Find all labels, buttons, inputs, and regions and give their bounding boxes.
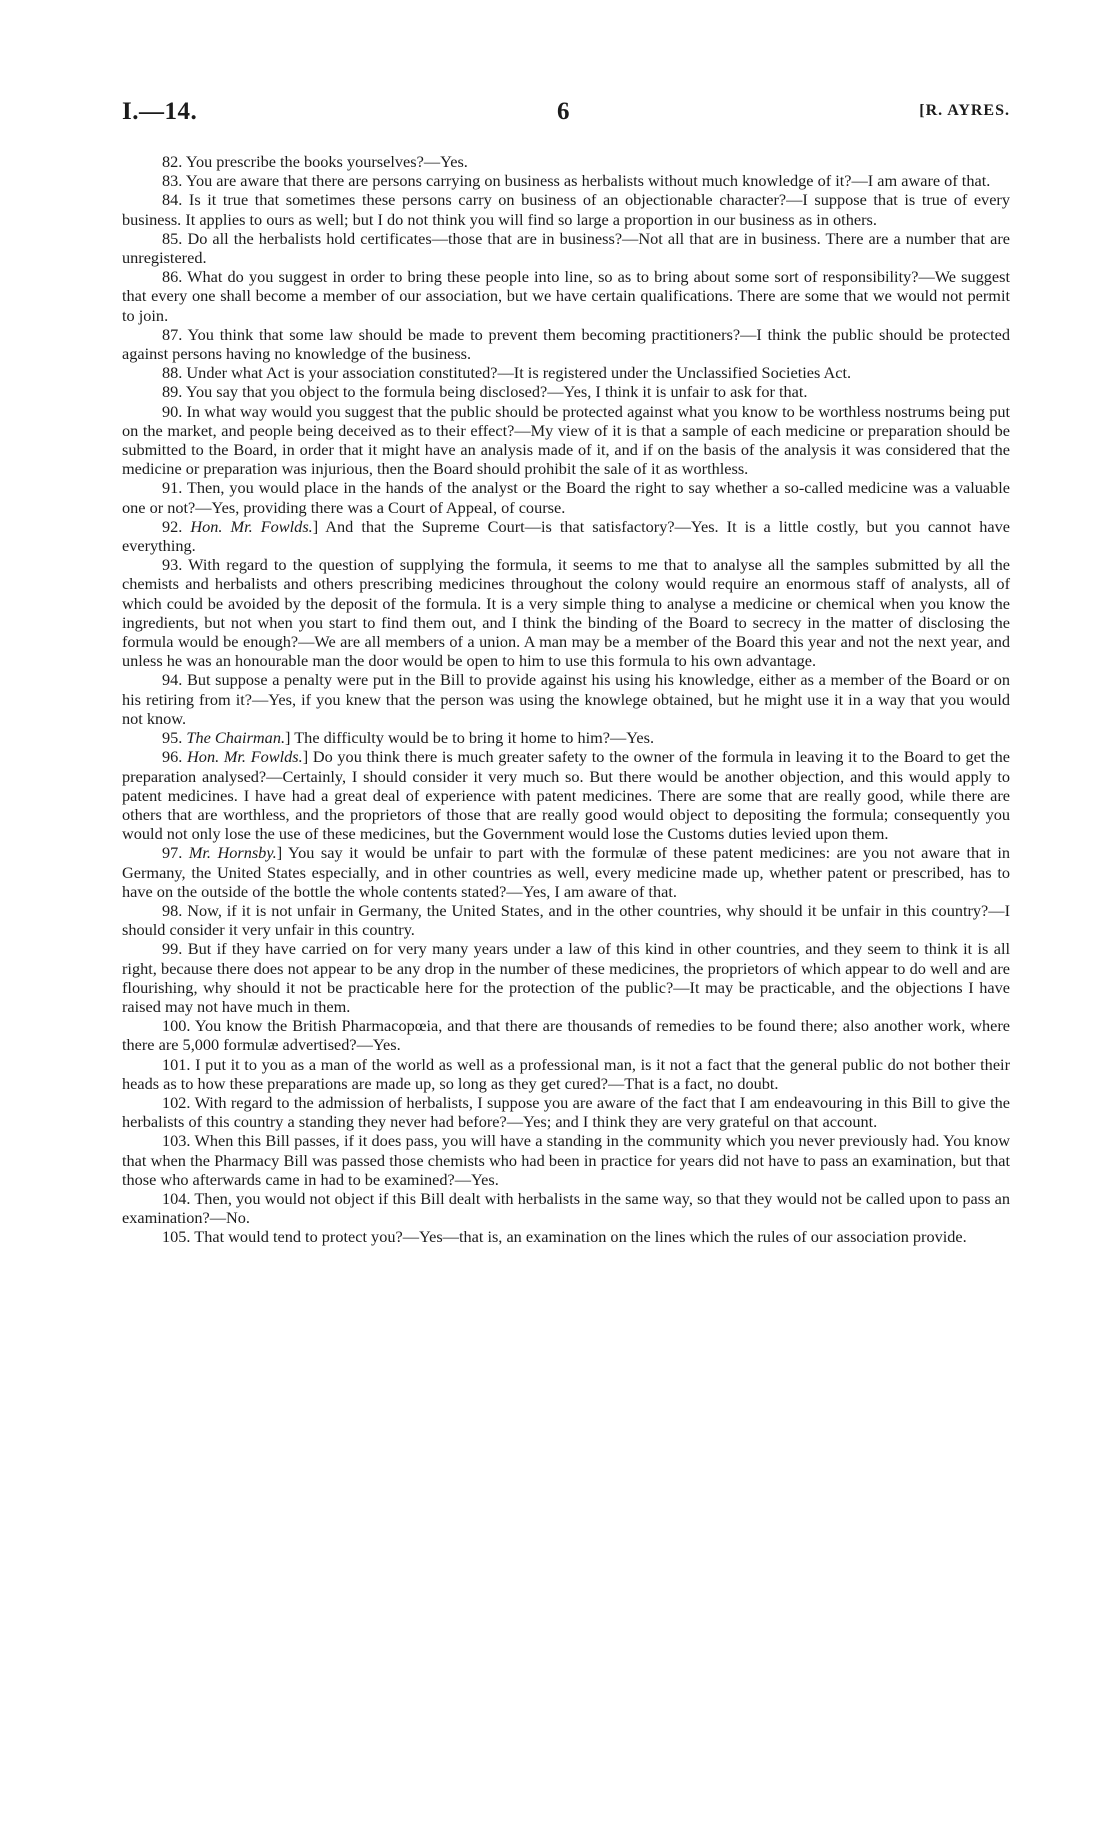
paragraph-text: 98. Now, if it is not unfair in Germany, the United States, and in the other countries, why should it be unfair in this country?—I should consider it very unfair in this country. [122, 900, 1010, 940]
paragraph-text-continued: ] The difficulty would be to bring it home to him?—Yes. [285, 728, 655, 748]
paragraph-text: 82. You prescribe the books yourselves?—Yes. [162, 152, 468, 171]
question-answer-paragraph [122, 229, 1010, 267]
speaker-name: Mr. Hornsby. [188, 843, 277, 863]
question-answer-paragraph [122, 363, 1010, 382]
question-answer-paragraph [122, 478, 1010, 516]
question-answer-paragraph [122, 1093, 1010, 1131]
paragraph-text: 103. When this Bill passes, if it does pass, you will have a standing in the community which you never previously had. You know that when the Pharmacy Bill was passed those chemists who had been in practice for years did not have to pass an examination, but that those who afterwards came in had to be examined?—Yes. [122, 1131, 1010, 1189]
parliamentary-paper-reference: I.—14. [122, 98, 198, 125]
question-answer-paragraph [122, 747, 1010, 843]
speaker-name: Hon. Mr. Fowlds. [190, 516, 313, 536]
question-answer-paragraph [122, 171, 1010, 190]
paragraph-text: 92. [162, 516, 191, 536]
question-answer-paragraph [122, 1131, 1010, 1189]
speaker-name: The Chairman. [186, 728, 286, 748]
question-answer-paragraph [122, 1227, 1010, 1246]
page-header [122, 98, 1010, 138]
paragraph-text: 94. But suppose a penalty were put in the Bill to provide against his using his knowledge, either as a member of the Board or on his retiring from it?—Yes, if you knew that the person was using the knowlege obtained, but he might use it in a way that you would not know. [122, 670, 1010, 728]
question-answer-paragraph [122, 1016, 1010, 1054]
paragraph-text: 88. Under what Act is your association constituted?—It is registered under the Unclassified Societies Act. [162, 363, 852, 383]
document-page [122, 98, 1010, 1247]
paragraph-text: 85. Do all the herbalists hold certificates—those that are in business?—Not all that are in business. There are a number that are unregistered. [122, 228, 1010, 268]
paragraph-text: 101. I put it to you as a man of the world as well as a professional man, is it not a fact that the general public do not bother their heads as to how these preparations are made up, so long as they get cured?—That is a fact, no doubt. [122, 1054, 1010, 1093]
question-answer-paragraph [122, 382, 1010, 401]
question-answer-paragraph [122, 670, 1010, 728]
question-answer-paragraph [122, 901, 1010, 939]
paragraph-text: 96. [162, 747, 188, 767]
page-number: 6 [557, 98, 570, 125]
question-answer-paragraph [122, 517, 1010, 555]
question-answer-paragraph [122, 402, 1010, 479]
question-answer-paragraph [122, 728, 1010, 747]
paragraph-text: 84. Is it true that sometimes these persons carry on business of an objectionable character?—I suppose that is true of every business. It applies to ours as well; but I do not think you will find so large a proportion in our business as in others. [122, 190, 1010, 229]
paragraph-text: 83. You are aware that there are persons carrying on business as herbalists without much knowledge of it?—I am aware of that. [162, 171, 991, 191]
paragraph-text: 89. You say that you object to the formula being disclosed?—Yes, I think it is unfair to ask for that. [162, 382, 808, 402]
paragraph-text: 95. [162, 728, 187, 748]
paragraph-text: 99. But if they have carried on for very many years under a law of this kind in other countries, and they seem to think it is all right, because there does not appear to be any drop in the number of these medicines, the proprietors of which appear to do well and are flourishing, why should it not be practicable here for the protection of the public?—It may be practicable, and the objections I have raised may not have much in them. [122, 939, 1010, 1016]
speaker-name: Hon. Mr. Fowlds. [187, 747, 303, 767]
paragraph-text-continued: ] And that the Supreme Court—is that satisfactory?—Yes. It is a little costly, but you cannot have everything. [122, 516, 1010, 556]
question-answer-paragraph [122, 555, 1010, 670]
question-answer-paragraph [122, 152, 1010, 171]
paragraph-text-continued: ] You say it would be unfair to part with the formulæ of these patent medicines: are you not aware that in Germany, the United States especially, and in other countries as well, every medicine made up, whether patent or prescribed, has to have on the outside of the bottle the whole contents stated?—Yes, I am aware of that. [122, 843, 1010, 901]
witness-name: [R. AYRES. [919, 102, 1010, 119]
paragraph-text: 102. With regard to the admission of herbalists, I suppose you are aware of the fact that I am endeavouring in this Bill to give the herbalists of this country a standing they never had before?—Yes; and I think they are very grateful on that account. [122, 1092, 1010, 1132]
question-answer-paragraph [122, 1189, 1010, 1227]
question-answer-paragraph [122, 190, 1010, 228]
evidence-text [122, 152, 1010, 1247]
paragraph-text: 87. You think that some law should be made to prevent them becoming practitioners?—I think the public should be protected against persons having no knowledge of the business. [122, 324, 1010, 364]
paragraph-text: 91. Then, you would place in the hands of the analyst or the Board the right to say whether a so-called medicine was a valuable one or not?—Yes, providing there was a Court of Appeal, of course. [122, 478, 1010, 517]
paragraph-text: 100. You know the British Pharmacopœia, and that there are thousands of remedies to be found there; also another work, where there are 5,000 formulæ advertised?—Yes. [122, 1016, 1010, 1055]
question-answer-paragraph [122, 843, 1010, 901]
question-answer-paragraph [122, 939, 1010, 1016]
paragraph-text: 97. [162, 843, 189, 863]
paragraph-text: 105. That would tend to protect you?—Yes—that is, an examination on the lines which the rules of our association provide. [162, 1227, 967, 1247]
question-answer-paragraph [122, 325, 1010, 363]
paragraph-text: 90. In what way would you suggest that the public should be protected against what you know to be worthless nostrums being put on the market, and people being deceived as to their effect?—My view of it is that a sample of each medicine or preparation should be submitted to the Board, in order that it might have an analysis made of it, and if on the basis of the analysis it was considered that the medicine or preparation was injurious, then the Board should prohibit the sale of it as worthless. [122, 401, 1010, 479]
paragraph-text: 93. With regard to the question of supplying the formula, it seems to me that to analyse all the samples submitted by all the chemists and herbalists and others prescribing medicines throughout the colony would require an enormous staff of analysts, all of which could be avoided by the deposit of the formula. It is a very simple thing to analyse a medicine or chemical when you know the ingredients, but not when you start to find them out, and I think the binding of the Board to secrecy in the matter of disclosing the formula would be enough?—We are all members of a union. A man may be a member of the Board this year and not the next year, and unless he was an honourable man the door would be open to him to use this formula to his own advantage. [122, 555, 1010, 671]
paragraph-text: 104. Then, you would not object if this Bill dealt with herbalists in the same way, so that they would not be called upon to pass an examination?—No. [122, 1188, 1010, 1228]
question-answer-paragraph [122, 1055, 1010, 1093]
question-answer-paragraph [122, 267, 1010, 325]
paragraph-text-continued: ] Do you think there is much greater safety to the owner of the formula in leaving it to the Board to get the preparation analysed?—Certainly, I should consider it very much so. But there would be another objection, and this would apply to patent medicines. I have had a great deal of experience with patent medicines. There are some that are really good, while there are others that are worthless, and the proprietors of those that are really good would object to depositing the formula; consequently you would not only lose the use of these medicines, but the Government would lose the Customs duties levied upon them. [122, 747, 1011, 844]
paragraph-text: 86. What do you suggest in order to bring these people into line, so as to bring about some sort of responsibility?—We suggest that every one shall become a member of our association, but we have certain qualifications. There are some that we would not permit to join. [122, 267, 1010, 325]
